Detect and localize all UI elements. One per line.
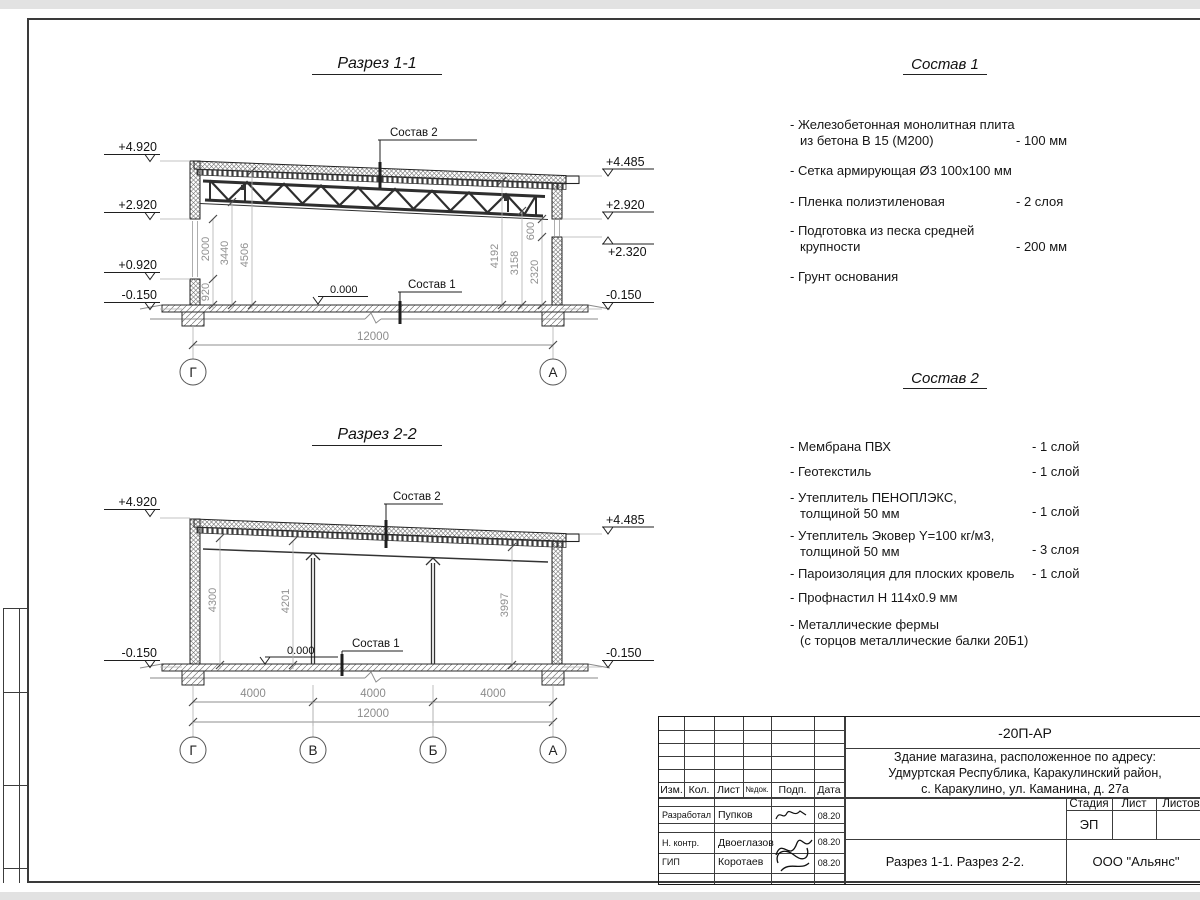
axis-label: А — [548, 743, 558, 758]
axis-label: Г — [189, 365, 197, 380]
list-item: - Железобетонная монолитная плита из бетона В 15 (М200) — [790, 117, 1015, 148]
elevation-marks-left — [104, 495, 190, 668]
list-item: - Профнастил Н 114х0.9 мм — [790, 590, 958, 605]
list-item: - Сетка армирующая Ø3 100х100 мм — [790, 163, 1012, 178]
elevation-label: -0.150 — [121, 288, 157, 302]
dim-label: 3440 — [219, 240, 231, 266]
axis-markers — [180, 359, 566, 385]
signature-razrabotal — [773, 807, 813, 823]
list-item-value: - 100 мм — [1016, 133, 1068, 148]
list-item-value: - 2 слоя — [1016, 194, 1064, 209]
list-item: - Грунт основания — [790, 269, 899, 284]
elevation-label: +4.485 — [606, 513, 645, 527]
span-dimensions — [189, 685, 557, 726]
dim-label: 4192 — [489, 243, 501, 269]
elevation-marks-left — [104, 140, 190, 310]
section-2-drawing — [80, 420, 680, 780]
col-header-kol: Кол. — [688, 783, 710, 796]
axis-label: А — [548, 365, 558, 380]
dim-label: 920 — [200, 282, 212, 302]
stage-value: ЭП — [1079, 817, 1099, 832]
sheets-header: Листов — [1162, 797, 1200, 810]
elevation-label: +2.920 — [118, 198, 157, 212]
document-code: -20П-АР — [998, 724, 1052, 741]
axis-label: В — [308, 743, 318, 758]
callout-sostav1-label: Состав 1 — [408, 279, 456, 291]
list-item-value: - 1 слой — [1032, 464, 1080, 479]
list-item: - Утеплитель ПЕНОПЛЭКС, толщиной 50 мм — [790, 490, 957, 521]
callout-sostav2-label: Состав 2 — [390, 127, 438, 139]
list-item: - Подготовка из песка средней крупности — [790, 223, 975, 254]
elevation-label: +4.920 — [118, 495, 157, 509]
list-item-value: - 1 слой — [1032, 504, 1080, 519]
elevation-label: +2.320 — [608, 245, 647, 259]
list-item-value: - 200 мм — [1016, 239, 1068, 254]
dim-label: 12000 — [357, 708, 389, 720]
elevation-label: -0.150 — [606, 646, 642, 660]
signature-gip — [771, 831, 815, 875]
dim-label: 4000 — [240, 688, 266, 700]
row-date: 08.20 — [817, 836, 841, 847]
row-name: Пупков — [718, 809, 753, 821]
elevation-label: -0.150 — [121, 646, 157, 660]
section1-title: Разрез 1-1 — [312, 55, 442, 75]
row-date: 08.20 — [817, 857, 841, 868]
sheet-header: Лист — [1121, 797, 1147, 810]
row-name: Двоеглазов — [718, 837, 774, 849]
stage-header: Стадия — [1069, 797, 1109, 810]
list-item-value: - 3 слоя — [1032, 542, 1080, 557]
dim-label: 4506 — [239, 242, 251, 268]
dim-label: 4300 — [207, 587, 219, 613]
dim-label: 3997 — [499, 592, 511, 618]
project-address: Здание магазина, расположенное по адресу: Удмуртская Республика, Каракулинский район, с. Каракулино, ул. Каманина, д. 27а — [888, 749, 1162, 796]
title-block — [658, 716, 1200, 885]
row-role: Разработал — [662, 810, 711, 820]
list-item: - Металлические фермы (с торцов металлические балки 20Б1) — [790, 617, 1029, 648]
section-1-drawing — [80, 30, 680, 400]
callout-sostav2-label: Состав 2 — [393, 491, 441, 503]
axis-label: Б — [428, 743, 438, 758]
elevation-label: +2.920 — [606, 198, 645, 212]
list-item-value: - 1 слой — [1032, 439, 1080, 454]
page-top-strip — [0, 0, 1200, 9]
floor-slab — [162, 664, 588, 671]
list-item-value: - 1 слой — [1032, 566, 1080, 581]
sostav1-heading: Состав 1 — [903, 56, 987, 75]
section2-title: Разрез 2-2 — [312, 426, 442, 446]
zero-level-mark — [260, 645, 338, 664]
col-header-izm: Изм. — [660, 783, 683, 796]
row-role: Н. контр. — [662, 838, 700, 848]
callout-sostav1 — [398, 279, 462, 324]
elevation-label: +0.920 — [118, 258, 157, 272]
dim-label: 3158 — [509, 250, 521, 276]
dim-label: 12000 — [357, 331, 389, 343]
elevation-label: -0.150 — [606, 288, 642, 302]
dim-label: 4201 — [280, 588, 292, 614]
zero-level-label: 0.000 — [330, 284, 358, 296]
dim-label: 4000 — [480, 688, 506, 700]
col-header-data: Дата — [817, 783, 841, 796]
zero-level-mark — [313, 284, 368, 304]
list-item: - Мембрана ПВХ — [790, 439, 891, 454]
elevation-label: +4.485 — [606, 155, 645, 169]
callout-sostav1-label: Состав 1 — [352, 638, 400, 650]
elevation-label: +4.920 — [118, 140, 157, 154]
list-item: - Утеплитель Эковер Y=100 кг/м3, толщиной 50 мм — [790, 528, 995, 559]
row-date: 08.20 — [817, 810, 841, 821]
company-name: ООО "Альянс" — [1092, 854, 1180, 869]
axis-label: Г — [189, 743, 197, 758]
list-item: - Пленка полиэтиленовая — [790, 194, 945, 209]
row-name: Коротаев — [718, 856, 764, 868]
col-header-podp: Подп. — [778, 783, 807, 796]
page-bottom-strip — [0, 892, 1200, 900]
row-role: ГИП — [662, 857, 680, 867]
list-item: - Пароизоляция для плоских кровель — [790, 566, 1015, 581]
col-header-ndok: №док. — [745, 785, 769, 794]
list-item: - Геотекстиль — [790, 464, 872, 479]
roof-beam — [203, 549, 548, 562]
dim-label: 600 — [525, 221, 537, 241]
dim-label: 4000 — [360, 688, 386, 700]
col-header-list: Лист — [717, 783, 740, 796]
zero-level-label: 0.000 — [287, 645, 315, 657]
dim-label: 2000 — [200, 236, 212, 262]
overall-dimension — [189, 326, 557, 359]
dim-label: 2320 — [529, 259, 541, 285]
sostav2-heading: Состав 2 — [903, 370, 987, 389]
floor-slab — [162, 305, 588, 312]
drawing-name: Разрез 1-1. Разрез 2-2. — [885, 854, 1025, 869]
